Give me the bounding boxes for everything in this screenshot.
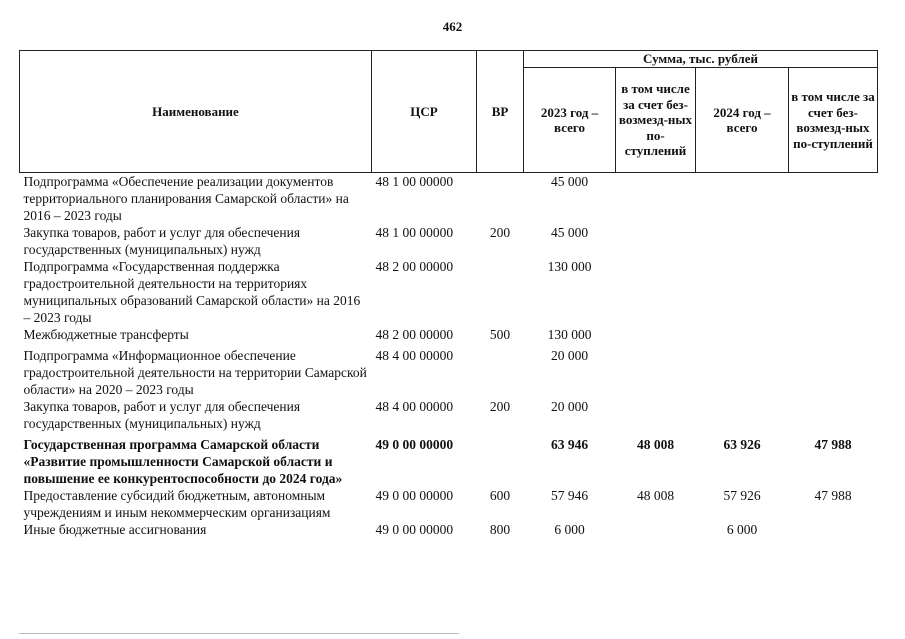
cell-name: Закупка товаров, работ и услуг для обеспечения государственных (муниципальных) нужд	[23, 225, 301, 257]
table-body	[20, 173, 878, 539]
cell-2024-total	[696, 343, 789, 398]
header-csr: ЦСР	[372, 51, 477, 173]
cell-2023-gratuitous	[616, 173, 696, 225]
cell-vr: 800	[489, 522, 511, 537]
cell-2024-gratuitous: 47 988	[814, 437, 852, 452]
cell-2023-total: 20 000	[550, 348, 589, 363]
cell-name: Закупка товаров, работ и услуг для обеспечения государственных (муниципальных) нужд	[23, 399, 301, 431]
cell-vr: 200	[489, 225, 511, 240]
table-row	[20, 258, 878, 326]
cell-2023-total: 45 000	[550, 225, 589, 240]
cell-2023-gratuitous	[616, 521, 696, 538]
header-2024-gratuitous: в том числе за счет без-возмезд-ных по-ступлений	[789, 68, 878, 173]
cell-vr	[477, 258, 524, 326]
cell-2024-gratuitous	[789, 521, 878, 538]
cell-csr: 49 0 00 00000	[375, 437, 454, 452]
cell-name: Межбюджетные трансферты	[23, 327, 189, 342]
cell-2024-total: 6 000	[726, 522, 758, 537]
header-sum-group: Сумма, тыс. рублей	[524, 51, 878, 68]
cell-2023-total: 130 000	[547, 259, 592, 274]
header-name: Наименование	[20, 51, 372, 173]
budget-table	[19, 50, 878, 538]
cell-csr: 49 0 00 00000	[375, 522, 454, 537]
cell-2023-gratuitous	[616, 343, 696, 398]
header-vr: ВР	[477, 51, 524, 173]
cell-vr: 500	[489, 327, 511, 342]
bottom-rule	[19, 633, 459, 634]
cell-2023-total: 63 946	[550, 437, 589, 452]
cell-csr: 49 0 00 00000	[375, 488, 454, 503]
cell-2024-total: 63 926	[723, 437, 761, 452]
cell-2024-gratuitous	[789, 398, 878, 432]
cell-2023-total: 57 946	[550, 488, 589, 503]
cell-vr	[477, 343, 524, 398]
cell-2023-gratuitous: 48 008	[636, 488, 675, 503]
cell-2024-gratuitous: 47 988	[814, 488, 852, 503]
cell-csr: 48 1 00 00000	[375, 225, 454, 240]
cell-2024-total	[696, 224, 789, 258]
cell-csr: 48 2 00 00000	[375, 327, 454, 342]
cell-2024-gratuitous	[789, 326, 878, 343]
table-row	[20, 521, 878, 538]
cell-vr: 600	[489, 488, 511, 503]
cell-name: Иные бюджетные ассигнования	[23, 522, 207, 537]
cell-name: Подпрограмма «Информационное обеспечение градостроительной деятельности на территории Самарской области» на 2020 – 2023 годы	[23, 348, 367, 397]
cell-2023-gratuitous	[616, 224, 696, 258]
cell-2024-total	[696, 173, 789, 225]
cell-vr	[477, 432, 524, 487]
cell-2023-gratuitous	[616, 398, 696, 432]
table-row	[20, 326, 878, 343]
cell-2023-gratuitous	[616, 258, 696, 326]
cell-csr: 48 2 00 00000	[375, 259, 454, 274]
header-2023-gratuitous: в том числе за счет без-возмезд-ных по-ступлений	[616, 68, 696, 173]
table-header	[20, 51, 878, 173]
table-row	[20, 398, 878, 432]
cell-2023-total: 130 000	[547, 327, 592, 342]
cell-name: Подпрограмма «Государственная поддержка градостроительной деятельности на территориях муниципальных образований Самарской области» на 2016 – 2023 годы	[23, 259, 361, 325]
cell-2023-gratuitous	[616, 326, 696, 343]
table-row	[20, 173, 878, 225]
cell-2024-gratuitous	[789, 224, 878, 258]
cell-2024-total	[696, 258, 789, 326]
table-row	[20, 224, 878, 258]
cell-2024-gratuitous	[789, 258, 878, 326]
cell-name: Государственная программа Самарской области «Развитие промышленности Самарской области и повышение ее конкурентоспособности до 2024 года»	[23, 437, 343, 486]
cell-2023-gratuitous: 48 008	[636, 437, 675, 452]
table-row	[20, 432, 878, 487]
cell-2024-gratuitous	[789, 343, 878, 398]
header-2024-total: 2024 год – всего	[696, 68, 789, 173]
cell-2023-total: 6 000	[554, 522, 585, 537]
cell-2023-total: 45 000	[550, 174, 589, 189]
cell-2024-total: 57 926	[723, 488, 761, 503]
cell-2023-total: 20 000	[550, 399, 589, 414]
cell-2024-total	[696, 398, 789, 432]
table-row	[20, 487, 878, 521]
cell-csr: 48 4 00 00000	[375, 348, 454, 363]
cell-name: Предоставление субсидий бюджетным, автономным учреждениям и иным некоммерческим организациям	[23, 488, 331, 520]
cell-2024-gratuitous	[789, 173, 878, 225]
cell-vr	[477, 173, 524, 225]
header-2023-total: 2023 год – всего	[524, 68, 616, 173]
cell-name: Подпрограмма «Обеспечение реализации документов территориального планирования Самарской области» на 2016 – 2023 годы	[23, 174, 349, 223]
cell-csr: 48 4 00 00000	[375, 399, 454, 414]
table-row	[20, 343, 878, 398]
cell-csr: 48 1 00 00000	[375, 174, 454, 189]
page-number: 462	[442, 19, 463, 34]
cell-vr: 200	[489, 399, 511, 414]
cell-2024-total	[696, 326, 789, 343]
